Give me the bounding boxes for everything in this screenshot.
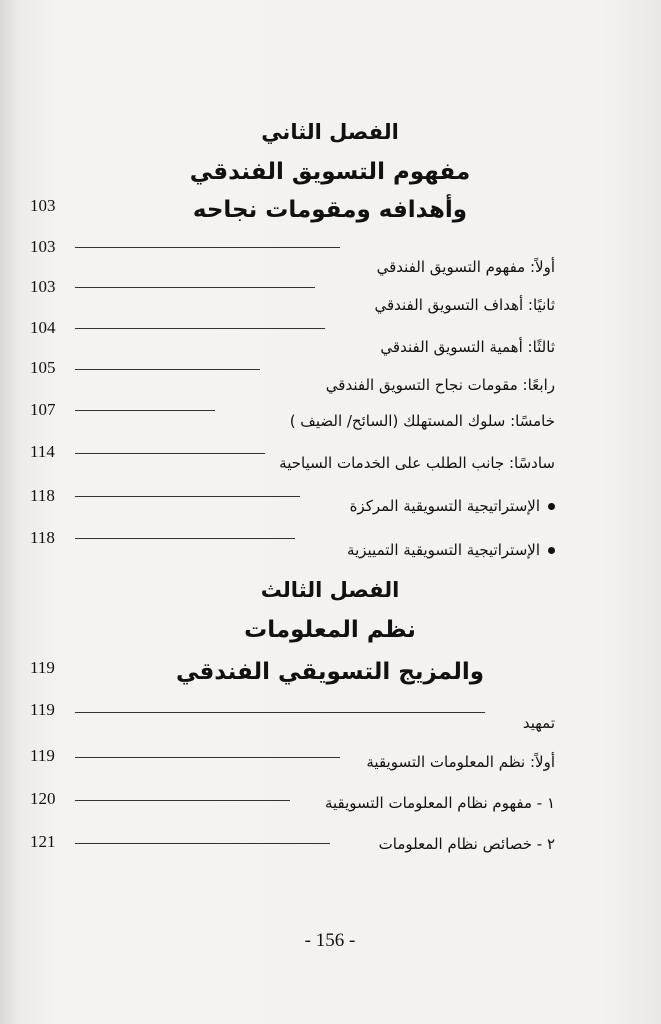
toc-page-number: 120 [30, 789, 56, 808]
bullet-icon [548, 503, 555, 510]
chapter3-subtitle-1: نظم المعلومات [244, 617, 416, 643]
toc-leader-line [75, 328, 325, 329]
toc-leader-line [75, 410, 215, 411]
toc-leader-line [75, 453, 265, 454]
toc-entry: خامسًا: سلوك المستهلك (السائح/ الضيف ) [289, 412, 555, 430]
toc-entry: سادسًا: جانب الطلب على الخدمات السياحية [279, 454, 555, 472]
toc-leader-line [75, 496, 300, 497]
toc-leader-line [75, 757, 340, 758]
toc-page-number: 119 [30, 700, 55, 719]
toc-entry: ١ - مفهوم نظام المعلومات التسويقية [324, 794, 555, 812]
toc-leader-line [75, 538, 295, 539]
toc-page-number: 121 [30, 832, 56, 851]
toc-leader-line [75, 369, 260, 370]
toc-page-number: 107 [30, 400, 56, 419]
toc-leader-line [75, 247, 340, 248]
toc-entry: ٢ - خصائص نظام المعلومات [378, 835, 555, 853]
toc-entry: ثالثًا: أهمية التسويق الفندقي [380, 338, 555, 356]
toc-entry: أولاً: مفهوم التسويق الفندقي [376, 258, 555, 276]
toc-page-number: 103 [30, 277, 56, 296]
chapter3-title: الفصل الثالث [260, 578, 400, 602]
page-number-footer: - 156 - [304, 930, 356, 951]
chapter3-subtitle-2: والمزيج التسويقي الفندقي [175, 659, 485, 685]
toc-entry: رابعًا: مقومات نجاح التسويق الفندقي [325, 376, 555, 394]
toc-page-number: 104 [30, 318, 56, 337]
toc-page-number: 119 [30, 746, 55, 765]
toc-entry-bullet [347, 539, 555, 561]
toc-entry-text: الإستراتيجية التسويقية التمييزية [347, 541, 540, 559]
toc-entry-bullet [350, 495, 555, 517]
toc-page-number: 105 [30, 358, 56, 377]
toc-page-number: 118 [30, 486, 55, 505]
toc-page-number: 118 [30, 528, 55, 547]
chapter2-subtitle-1: مفهوم التسويق الفندقي [189, 159, 471, 185]
toc-page-number: 114 [30, 442, 55, 461]
bullet-icon [548, 547, 555, 554]
toc-page-number: 103 [30, 237, 56, 256]
toc-entry-text: الإستراتيجية التسويقية المركزة [349, 497, 540, 515]
toc-entry: أولاً: نظم المعلومات التسويقية [366, 753, 555, 771]
toc-leader-line [75, 287, 315, 288]
chapter2-title: الفصل الثاني [261, 120, 399, 144]
toc-entry: تمهيد [522, 714, 555, 732]
chapter3-subtitle-page: 119 [30, 658, 55, 677]
toc-entry: ثانيًا: أهداف التسويق الفندقي [374, 296, 555, 314]
chapter2-subtitle-page: 103 [30, 196, 56, 215]
toc-leader-line [75, 843, 330, 844]
toc-leader-line [75, 800, 290, 801]
toc-leader-line [75, 712, 485, 713]
chapter2-subtitle-2: وأهدافه ومقومات نجاحه [192, 197, 468, 223]
